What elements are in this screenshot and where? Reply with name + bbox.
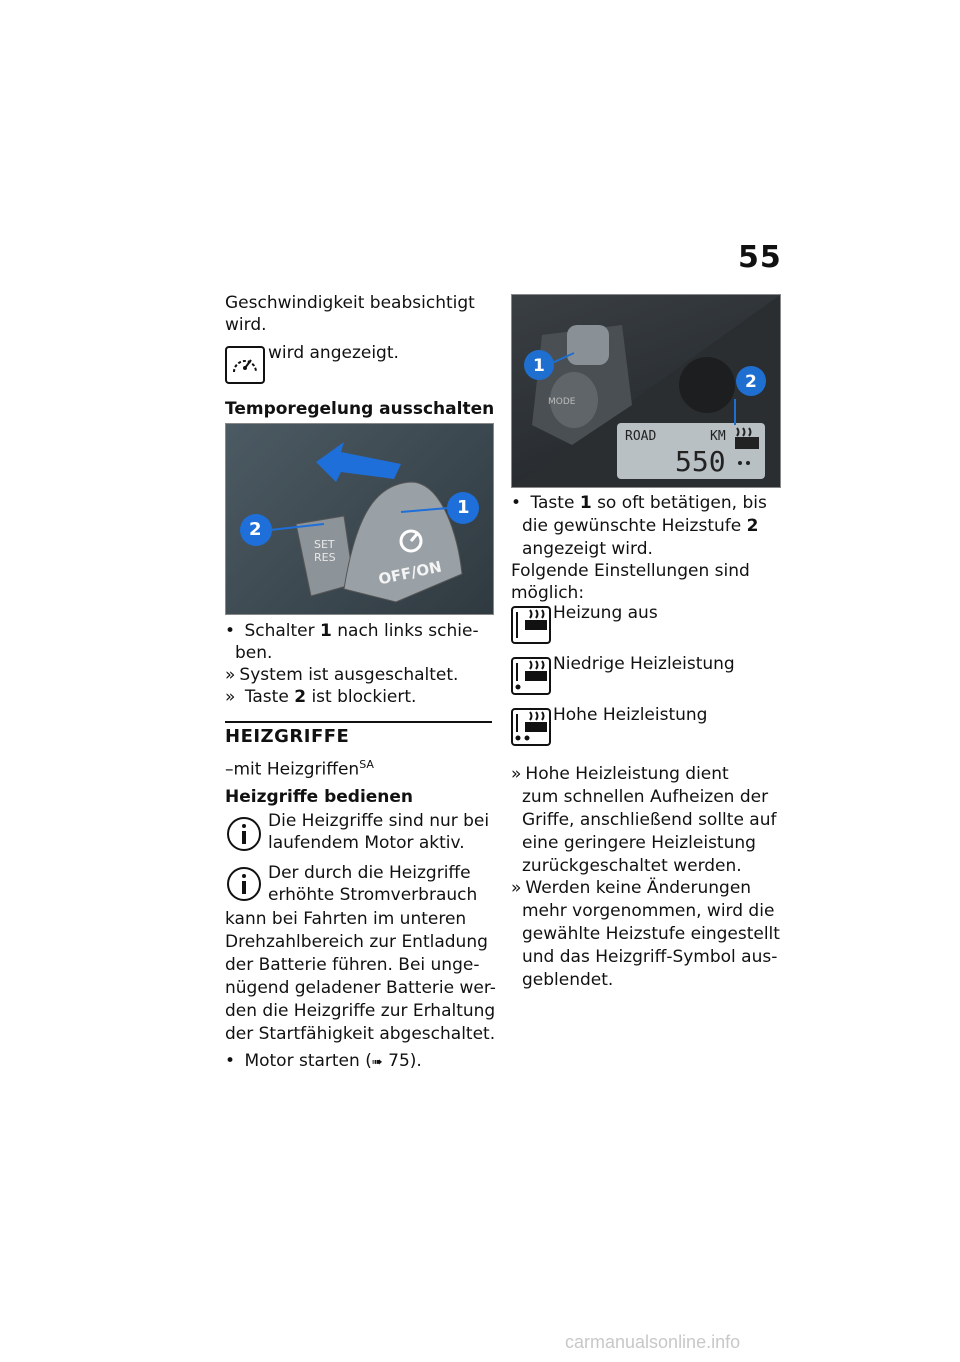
callout-2: 2 bbox=[745, 372, 757, 392]
level-high-label: Hohe Heizleistung bbox=[553, 705, 708, 725]
result-nochange-line4: und das Heizgriff-Symbol aus- bbox=[522, 947, 778, 967]
result-high-line4: eine geringere Heizleistung bbox=[522, 833, 756, 853]
heating-high-icon bbox=[511, 708, 551, 746]
display-km: KM bbox=[710, 429, 726, 444]
level-off-label: Heizung aus bbox=[553, 603, 658, 623]
result-system-off: » System ist ausgeschaltet. bbox=[225, 664, 458, 686]
step-press-button-cont2: angezeigt wird. bbox=[522, 539, 653, 559]
result-nochange-line1: » Werden keine Änderungen bbox=[511, 877, 751, 899]
heating-off-icon bbox=[511, 606, 551, 644]
option-note: –mit Heizgriffen$^{SA}$ bbox=[225, 758, 374, 780]
step-press-button: • Taste 1 so oft betätigen, bis bbox=[511, 492, 767, 514]
info2-line4: Drehzahlbereich zur Entladung bbox=[225, 932, 488, 952]
label-res: RES bbox=[314, 551, 336, 564]
info2-line8: der Startfähigkeit abgeschaltet. bbox=[225, 1024, 496, 1044]
info2-line3: kann bei Fahrten im unteren bbox=[225, 909, 467, 929]
label-offon: OFF/ON bbox=[376, 557, 444, 589]
step-switch-cont: ben. bbox=[235, 643, 273, 663]
info1-line1: Die Heizgriffe sind nur bei bbox=[268, 811, 490, 831]
heating-low-icon bbox=[511, 657, 551, 695]
info-icon bbox=[226, 816, 262, 852]
continued-text-line2: wird. bbox=[225, 315, 267, 335]
reference-arrow-icon: ➠ bbox=[371, 1055, 383, 1070]
result-button-blocked: » Taste 2 ist blockiert. bbox=[225, 686, 416, 708]
heading-operate: Heizgriffe bedienen bbox=[225, 787, 414, 807]
result-high-line2: zum schnellen Aufheizen der bbox=[522, 787, 769, 807]
callout-1: 1 bbox=[533, 356, 545, 376]
step-start-engine: • Motor starten (➠ 75). bbox=[225, 1050, 422, 1074]
section-title: HEIZGRIFFE bbox=[225, 726, 350, 747]
settings-intro-line2: möglich: bbox=[511, 583, 585, 603]
figure-cruise-switch bbox=[225, 423, 494, 615]
level-low-label: Niedrige Heizleistung bbox=[553, 654, 735, 674]
info2-line5: der Batterie führen. Bei unge- bbox=[225, 955, 480, 975]
label-set: SET bbox=[314, 538, 335, 551]
cruise-control-indicator-icon bbox=[225, 346, 265, 384]
info2-line1: Der durch die Heizgriffe bbox=[268, 863, 471, 883]
step-press-button-cont: die gewünschte Heizstufe 2 bbox=[522, 516, 759, 536]
display-value: 550 bbox=[675, 445, 726, 478]
mode-label: MODE bbox=[548, 397, 576, 407]
info2-line6: nügend geladener Batterie wer- bbox=[225, 978, 496, 998]
display-road: ROAD bbox=[625, 429, 657, 444]
heading-cruise-off: Temporegelung ausschalten bbox=[225, 399, 495, 419]
page-number: 55 bbox=[738, 240, 782, 275]
result-high-line3: Griffe, anschließend sollte auf bbox=[522, 810, 777, 830]
result-high-line1: » Hohe Heizleistung dient bbox=[511, 763, 729, 785]
footer-watermark: carmanualsonline.info bbox=[565, 1332, 741, 1352]
info2-line7: den die Heizgriffe zur Erhaltung bbox=[225, 1001, 496, 1021]
indicator-description: wird angezeigt. bbox=[268, 343, 399, 363]
settings-intro-line1: Folgende Einstellungen sind bbox=[511, 561, 750, 581]
info2-line2: erhöhte Stromverbrauch bbox=[268, 885, 478, 905]
info-icon bbox=[226, 866, 262, 902]
result-nochange-line2: mehr vorgenommen, wird die bbox=[522, 901, 775, 921]
result-high-line5: zurückgeschaltet werden. bbox=[522, 856, 742, 876]
arrow-left-icon bbox=[316, 442, 401, 482]
result-nochange-line5: geblendet. bbox=[522, 970, 614, 990]
step-switch: • Schalter 1 nach links schie- bbox=[225, 620, 479, 642]
continued-text-line1: Geschwindigkeit beabsichtigt bbox=[225, 293, 475, 313]
section-divider bbox=[225, 721, 492, 723]
callout-2: 2 bbox=[249, 519, 262, 540]
figure-heated-grips bbox=[511, 294, 781, 488]
info1-line2: laufendem Motor aktiv. bbox=[268, 833, 465, 853]
result-nochange-line3: gewählte Heizstufe eingestellt bbox=[522, 924, 780, 944]
callout-1: 1 bbox=[457, 497, 470, 518]
